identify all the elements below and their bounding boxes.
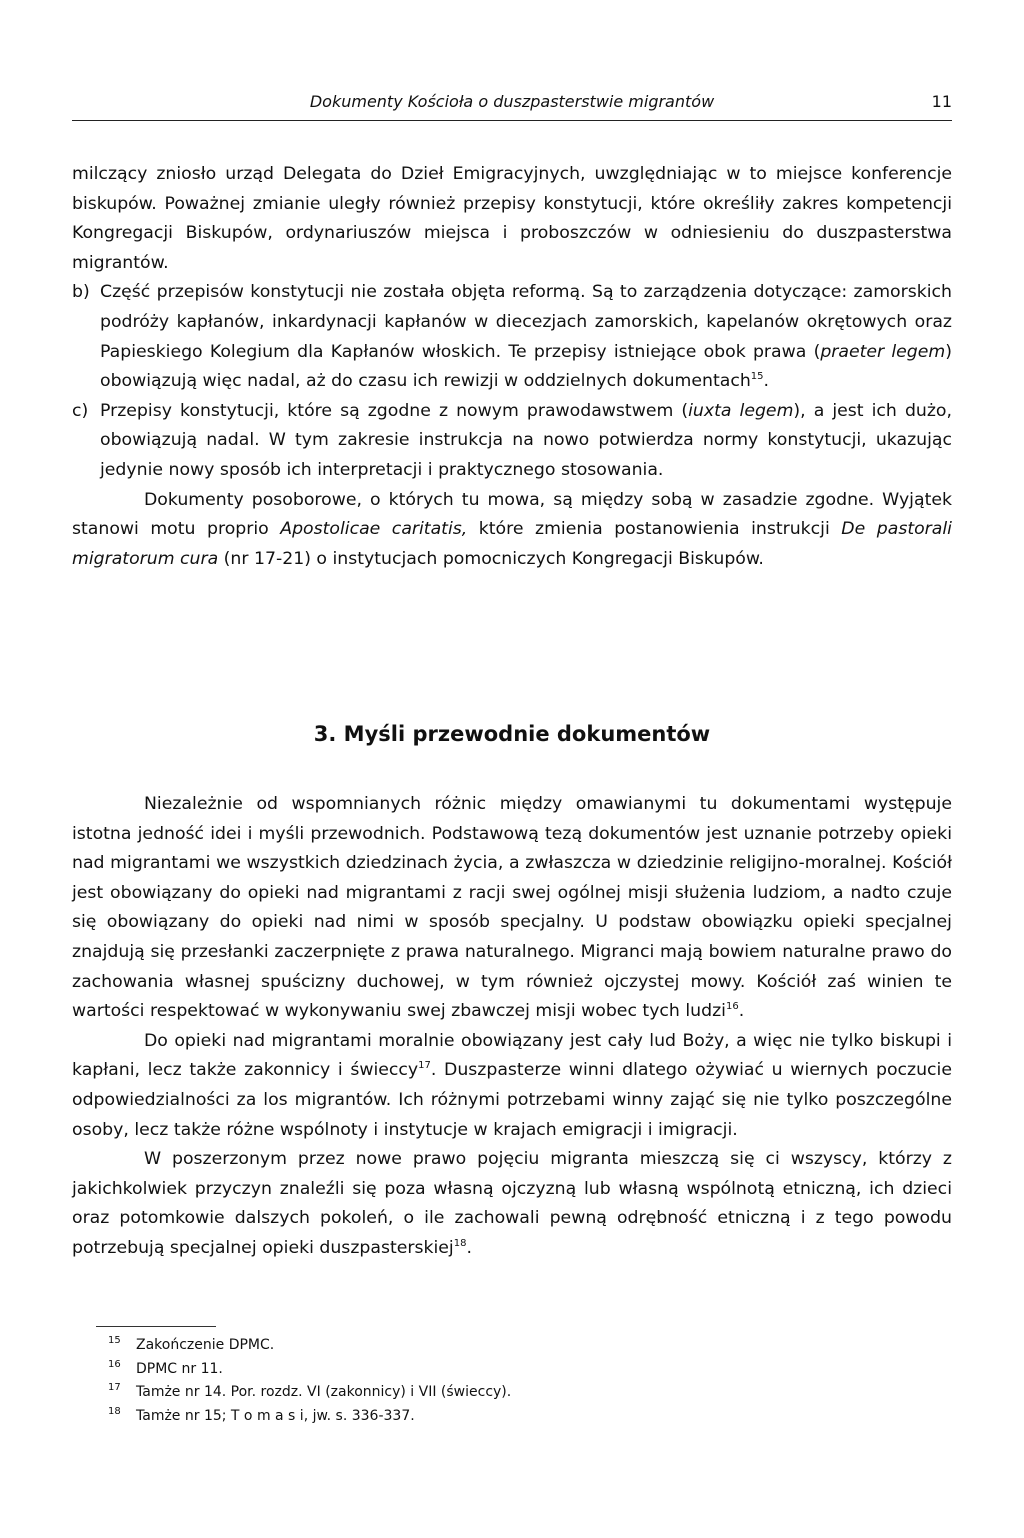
list-item-c: c) Przepisy konstytucji, które są zgodne z nowym prawodawstwem (iuxta legem), a jest ich dużo, obowiązują nadal. W tym zakresie instrukcja na nowo potwierdza normy konstytucji, ukazując jedynie nowy sposób ich interpretacji i praktycznego stosowania. xyxy=(72,397,952,486)
paragraph: W poszerzonym przez nowe prawo pojęciu migranta mieszczą się ci wszyscy, którzy z jakichkolwiek przyczyn znaleźli się poza własną ojczyzną lub własną wspólnotą etniczną, ich dzieci oraz potomkowie dalszych pokoleń, o ile zachowali pewną odrębność etniczną i z tego powodu potrzebują specjalnej opieki duszpasterskiej$^{18}$. xyxy=(72,1149,952,1258)
body-text-block xyxy=(72,790,952,1264)
paragraph: Do opieki nad migrantami moralnie obowiązany jest cały lud Boży, a więc nie tylko biskupi i kapłani, lecz także zakonnicy i świeccy$^{17}$. Duszpasterze winni dlatego ożywiać u wiernych poczucie odpowiedzialności za los migrantów. Ich różnymi potrzebami winny zająć się nie tylko poszczególne osoby, lecz także różne wspólnoty i instytucje w krajach emigracji i imigracji. xyxy=(72,1030,952,1140)
footnote-rule xyxy=(96,1326,216,1327)
footnote-text: Tamże nr 14. Por. rozdz. VI (zakonnicy) i VII (świeccy). xyxy=(136,1384,512,1400)
footnote-ref: 15 xyxy=(750,371,764,383)
footnote xyxy=(108,1405,808,1429)
latin-term: iuxta legem xyxy=(688,400,794,421)
document-title-italic: Apostolicae caritatis, xyxy=(280,519,468,540)
footnote xyxy=(108,1334,808,1358)
footnote-text: Zakończenie DPMC. xyxy=(136,1337,275,1353)
footnote xyxy=(108,1381,808,1405)
footnote-ref: 16 xyxy=(725,1001,739,1013)
footnote-ref: 17 xyxy=(418,1060,431,1072)
footnote-number: 18 xyxy=(108,1405,121,1417)
header-rule xyxy=(72,120,952,121)
document-title-italic: De pastorali migratorum cura xyxy=(72,519,952,569)
list-label-c: c) xyxy=(72,400,89,421)
page-number: 11 xyxy=(931,92,952,111)
paragraph: Dokumenty posoborowe, o których tu mowa, są między sobą w zasadzie zgodne. Wyjątek stanowi motu proprio Apostolicae caritatis, które zmienia postanowienia instrukcji De pastorali migratorum cura (nr 17-21) o instytucjach pomocniczych Kongregacji Biskupów. xyxy=(72,489,952,569)
footnote-number: 16 xyxy=(108,1358,121,1370)
top-text-block xyxy=(72,160,952,574)
paragraph: Niezależnie od wspomnianych różnic między omawianymi tu dokumentami występuje istotna jedność idei i myśli przewodnich. Podstawową tezą dokumentów jest uznanie potrzeby opieki nad migrantami we wszystkich dziedzinach życia, a zwłaszcza w dziedzinie religijno-moralnej. Kościół jest obowiązany do opieki nad migrantami z racji swej ogólnej misji służenia ludziom, a nadto czuje się obowiązany do opieki nad nimi w sposób specjalny. U podstaw obowiązku opieki specjalnej znajdują się przesłanki zaczerpnięte z prawa naturalnego. Migranci mają bowiem naturalne prawo do zachowania własnej spuścizny duchowej, w tym również ojczystej mowy. Kościół zaś winien te wartości respektować w wykonywaniu swej zbawczej misji wobec tych ludzi$^{16}$. xyxy=(72,794,952,1022)
section-heading: 3. Myśli przewodnie dokumentów xyxy=(313,722,711,746)
running-title: Dokumenty Kościoła o duszpasterstwie migrantów xyxy=(309,92,715,111)
list-item-b: b) Część przepisów konstytucji nie została objęta reformą. Są to zarządzenia dotyczące: zamorskich podróży kapłanów, inkardynacji kapłanów w diecezjach zamorskich, kapelanów okrętowych oraz Papieskiego Kolegium dla Kapłanów włoskich. Te przepisy istniejące obok prawa (praeter legem) obowiązują więc nadal, aż do czasu ich rewizji w oddzielnych dokumentach$^{15}$. xyxy=(72,278,952,396)
running-header xyxy=(72,90,952,124)
footnotes xyxy=(108,1334,808,1428)
list-label-b: b) xyxy=(72,282,90,303)
footnote xyxy=(108,1358,808,1382)
paragraph-continued: milczący zniosło urząd Delegata do Dzieł Emigracyjnych, uwzględniając w to miejsce konferencje biskupów. Poważnej zmianie uległy również przepisy konstytucji, które określiły zakres kompetencji Kongregacji Biskupów, ordynariuszów miejsca i proboszczów w odniesieniu do duszpasterstwa migrantów. xyxy=(72,164,952,273)
footnote-text: DPMC nr 11. xyxy=(136,1360,223,1377)
footnote-number: 17 xyxy=(108,1382,121,1393)
footnote-text: Tamże nr 15; T o m a s i, jw. s. 336-337. xyxy=(136,1407,415,1424)
latin-term: praeter legem xyxy=(820,341,946,362)
footnote-number: 15 xyxy=(108,1335,121,1346)
footnote-ref: 18 xyxy=(453,1237,467,1249)
